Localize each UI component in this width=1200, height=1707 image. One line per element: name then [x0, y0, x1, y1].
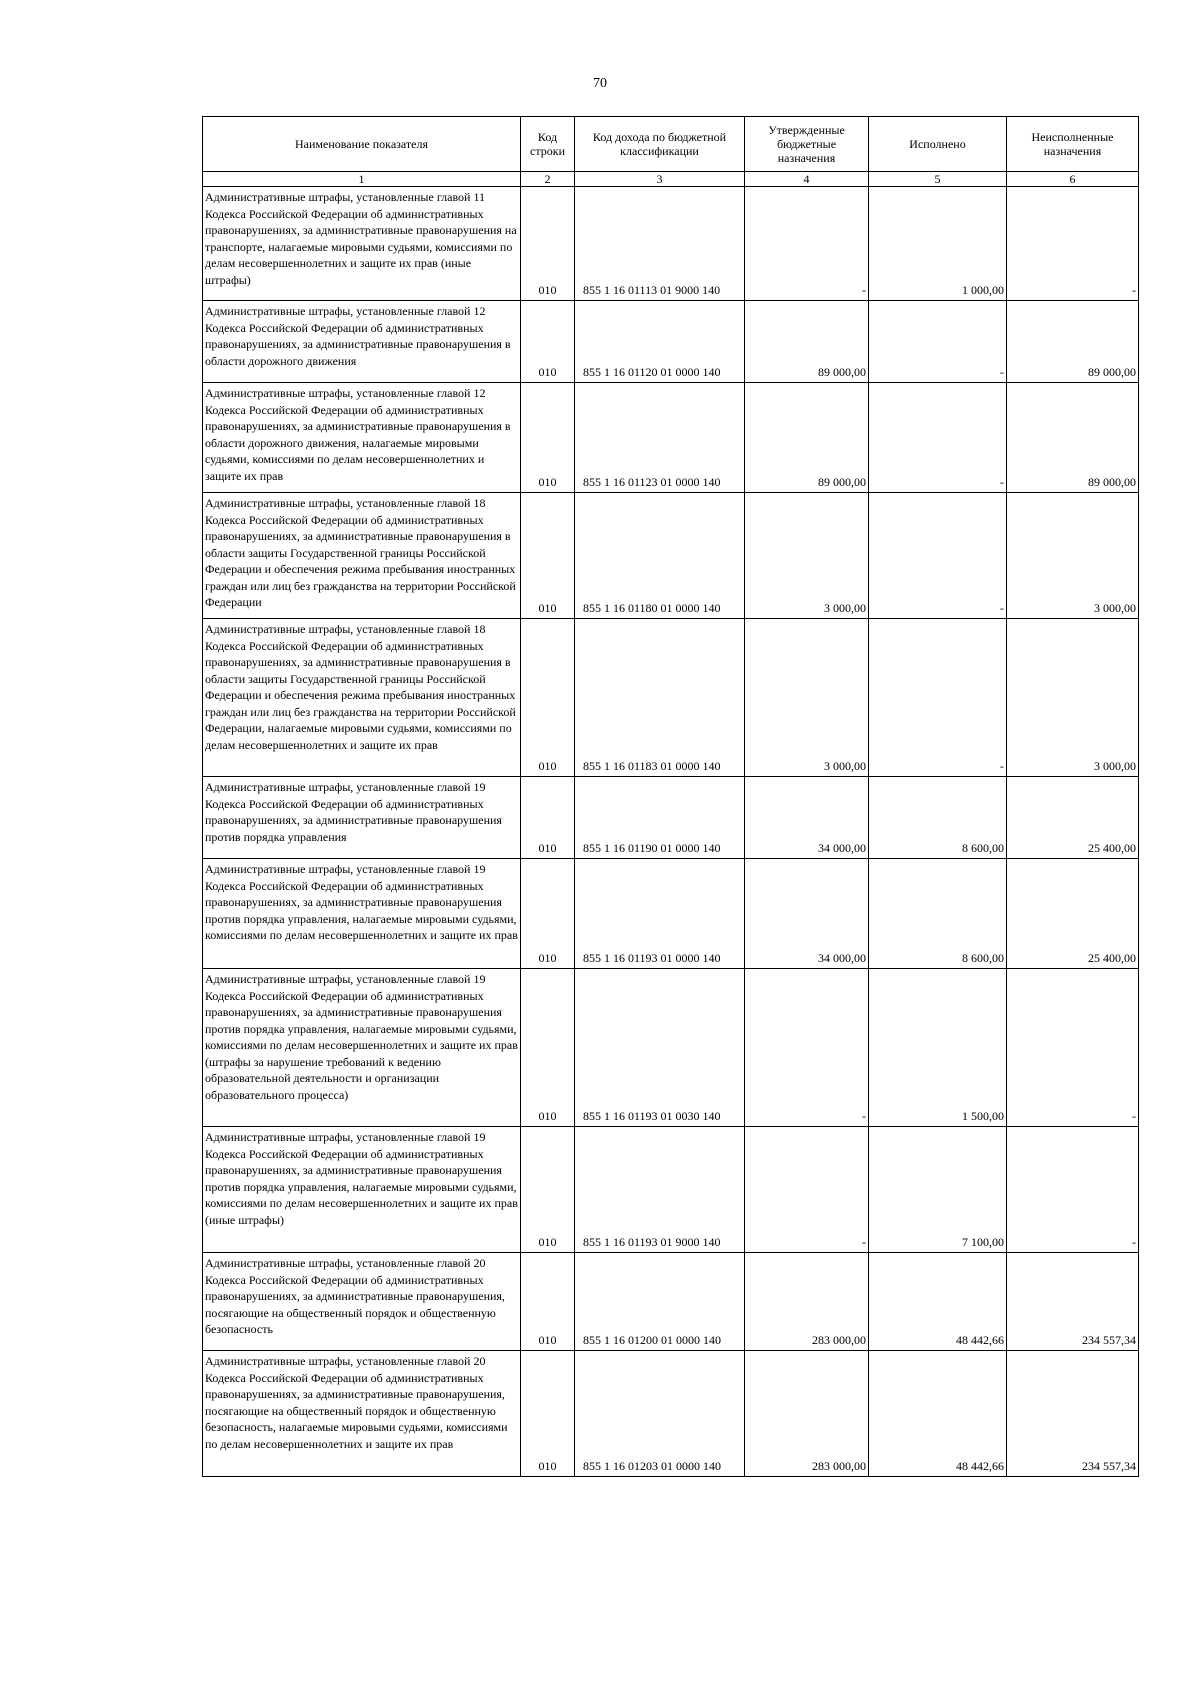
row-name: Административные штрафы, установленные главой 11 Кодекса Российской Федерации об административных правонарушениях, за административные правонарушения на транспорте, налагаемые мировыми судьями, комиссиями по делам несовершеннолетних и защите их прав (иные штрафы)	[203, 187, 521, 301]
row-income-code: 855 1 16 01200 01 0000 140	[575, 1253, 745, 1351]
row-executed: 48 442,66	[869, 1253, 1007, 1351]
row-executed: 8 600,00	[869, 859, 1007, 969]
page-number: 70	[593, 76, 607, 91]
table-row	[203, 859, 1139, 969]
row-income-code: 855 1 16 01193 01 0000 140	[575, 859, 745, 969]
row-name: Административные штрафы, установленные главой 20 Кодекса Российской Федерации об административных правонарушениях, за административные правонарушения, посягающие на общественный порядок и общественную безопасность	[203, 1253, 521, 1351]
column-number: 5	[869, 172, 1007, 187]
row-executed: 7 100,00	[869, 1127, 1007, 1253]
row-unexecuted: 89 000,00	[1007, 383, 1139, 493]
row-name: Административные штрафы, установленные главой 19 Кодекса Российской Федерации об административных правонарушениях, за административные правонарушения против порядка управления, налагаемые мировыми судьями, комиссиями по делам несовершеннолетних и защите их прав (иные штрафы)	[203, 1127, 521, 1253]
header-executed: Исполнено	[869, 117, 1007, 172]
row-unexecuted: 89 000,00	[1007, 301, 1139, 383]
table-row	[203, 619, 1139, 777]
row-unexecuted: -	[1007, 1127, 1139, 1253]
column-number: 2	[521, 172, 575, 187]
row-unexecuted: 25 400,00	[1007, 777, 1139, 859]
row-code: 010	[521, 969, 575, 1127]
column-number: 3	[575, 172, 745, 187]
row-income-code: 855 1 16 01123 01 0000 140	[575, 383, 745, 493]
row-code: 010	[521, 187, 575, 301]
row-name: Административные штрафы, установленные главой 19 Кодекса Российской Федерации об административных правонарушениях, за административные правонарушения против порядка управления	[203, 777, 521, 859]
budget-report-table	[202, 116, 1139, 1477]
row-income-code: 855 1 16 01120 01 0000 140	[575, 301, 745, 383]
row-approved: 34 000,00	[745, 777, 869, 859]
row-income-code: 855 1 16 01113 01 9000 140	[575, 187, 745, 301]
row-code: 010	[521, 777, 575, 859]
row-approved: 283 000,00	[745, 1351, 869, 1477]
row-approved: 89 000,00	[745, 383, 869, 493]
row-unexecuted: -	[1007, 969, 1139, 1127]
row-income-code: 855 1 16 01190 01 0000 140	[575, 777, 745, 859]
row-executed: 1 500,00	[869, 969, 1007, 1127]
row-approved: -	[745, 969, 869, 1127]
row-executed: -	[869, 301, 1007, 383]
row-name: Административные штрафы, установленные главой 12 Кодекса Российской Федерации об административных правонарушениях, за административные правонарушения в области дорожного движения	[203, 301, 521, 383]
table-row	[203, 493, 1139, 619]
row-executed: 1 000,00	[869, 187, 1007, 301]
row-income-code: 855 1 16 01203 01 0000 140	[575, 1351, 745, 1477]
row-approved: 89 000,00	[745, 301, 869, 383]
column-number: 4	[745, 172, 869, 187]
row-executed: -	[869, 493, 1007, 619]
header-unexecuted: Неисполненные назначения	[1007, 117, 1139, 172]
row-approved: -	[745, 1127, 869, 1253]
row-approved: 283 000,00	[745, 1253, 869, 1351]
header-name: Наименование показателя	[203, 117, 521, 172]
row-name: Административные штрафы, установленные главой 19 Кодекса Российской Федерации об административных правонарушениях, за административные правонарушения против порядка управления, налагаемые мировыми судьями, комиссиями по делам несовершеннолетних и защите их прав (штрафы за нарушение требований к ведению образовательной деятельности и организации образовательного процесса)	[203, 969, 521, 1127]
table-row	[203, 187, 1139, 301]
row-code: 010	[521, 1127, 575, 1253]
row-code: 010	[521, 1253, 575, 1351]
row-unexecuted: 25 400,00	[1007, 859, 1139, 969]
table-row	[203, 1253, 1139, 1351]
row-approved: 34 000,00	[745, 859, 869, 969]
row-income-code: 855 1 16 01193 01 9000 140	[575, 1127, 745, 1253]
column-number: 6	[1007, 172, 1139, 187]
column-number: 1	[203, 172, 521, 187]
row-name: Административные штрафы, установленные главой 18 Кодекса Российской Федерации об административных правонарушениях, за административные правонарушения в области защиты Государственной границы Российской Федерации и обеспечения режима пребывания иностранных граждан или лиц без гражданства на территории Российской Федерации, налагаемые мировыми судьями, комиссиями по делам несовершеннолетних и защите их прав	[203, 619, 521, 777]
table-header-row	[203, 117, 1139, 172]
row-code: 010	[521, 301, 575, 383]
table-row	[203, 777, 1139, 859]
row-code: 010	[521, 493, 575, 619]
table-row	[203, 1127, 1139, 1253]
row-unexecuted: 3 000,00	[1007, 493, 1139, 619]
row-approved: 3 000,00	[745, 493, 869, 619]
row-code: 010	[521, 859, 575, 969]
row-code: 010	[521, 619, 575, 777]
row-name: Административные штрафы, установленные главой 19 Кодекса Российской Федерации об административных правонарушениях, за административные правонарушения против порядка управления, налагаемые мировыми судьями, комиссиями по делам несовершеннолетних и защите их прав	[203, 859, 521, 969]
row-executed: -	[869, 383, 1007, 493]
row-income-code: 855 1 16 01183 01 0000 140	[575, 619, 745, 777]
row-approved: 3 000,00	[745, 619, 869, 777]
row-executed: 48 442,66	[869, 1351, 1007, 1477]
row-name: Административные штрафы, установленные главой 18 Кодекса Российской Федерации об административных правонарушениях, за административные правонарушения в области защиты Государственной границы Российской Федерации и обеспечения режима пребывания иностранных граждан или лиц без гражданства на территории Российской Федерации	[203, 493, 521, 619]
table-row	[203, 969, 1139, 1127]
row-code: 010	[521, 1351, 575, 1477]
report-body	[203, 187, 1139, 1477]
header-code: Код строки	[521, 117, 575, 172]
row-income-code: 855 1 16 01180 01 0000 140	[575, 493, 745, 619]
table-row	[203, 1351, 1139, 1477]
row-executed: 8 600,00	[869, 777, 1007, 859]
row-income-code: 855 1 16 01193 01 0030 140	[575, 969, 745, 1127]
row-executed: -	[869, 619, 1007, 777]
row-unexecuted: 234 557,34	[1007, 1351, 1139, 1477]
column-numbers-row	[203, 172, 1139, 187]
row-unexecuted: 234 557,34	[1007, 1253, 1139, 1351]
row-name: Административные штрафы, установленные главой 12 Кодекса Российской Федерации об административных правонарушениях, за административные правонарушения в области дорожного движения, налагаемые мировыми судьями, комиссиями по делам несовершеннолетних и защите их прав	[203, 383, 521, 493]
row-unexecuted: 3 000,00	[1007, 619, 1139, 777]
row-code: 010	[521, 383, 575, 493]
table-row	[203, 301, 1139, 383]
header-income-code: Код дохода по бюджетной классификации	[575, 117, 745, 172]
row-name: Административные штрафы, установленные главой 20 Кодекса Российской Федерации об административных правонарушениях, за административные правонарушения, посягающие на общественный порядок и общественную безопасность, налагаемые мировыми судьями, комиссиями по делам несовершеннолетних и защите их прав	[203, 1351, 521, 1477]
row-approved: -	[745, 187, 869, 301]
header-approved: Утвержденные бюджетные назначения	[745, 117, 869, 172]
table-row	[203, 383, 1139, 493]
row-unexecuted: -	[1007, 187, 1139, 301]
